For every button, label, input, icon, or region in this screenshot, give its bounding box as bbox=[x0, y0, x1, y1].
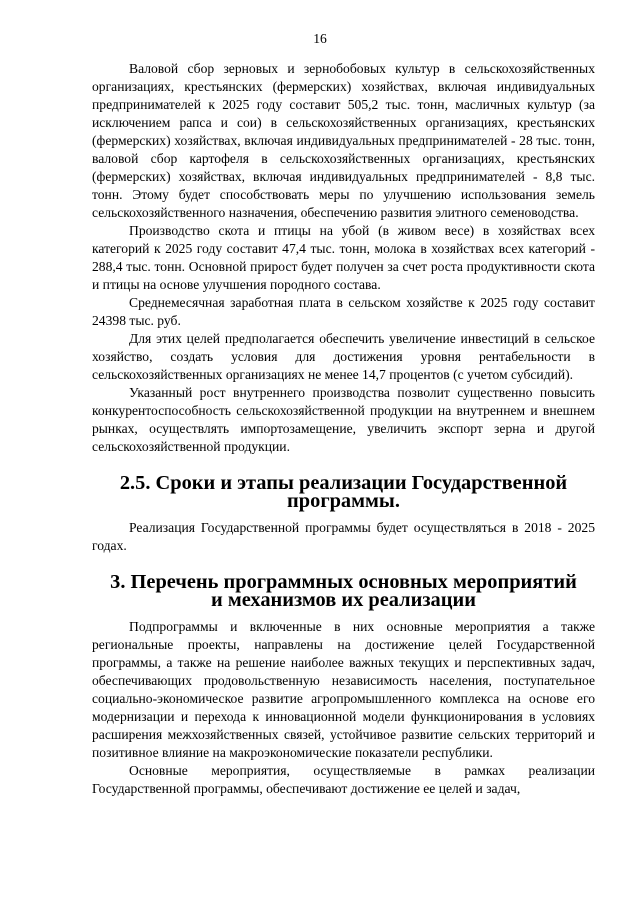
paragraph-grain-harvest: Валовой сбор зерновых и зернобобовых культур в сельскохозяйственных организациях, крестьянских (фермерских) хозяйствах, включая индивидуальных предпринимателей к 2025 году составит 505,2 тыс. тонн, масличных культур (за исключением рапса и сои) в сельскохозяйственных организациях, крестьянских (фермерских) хозяйствах, включая индивидуальных предпринимателей - 28 тыс. тонн, валовой сбор картофеля в сельскохозяйственных организациях, крестьянских (фермерских) хозяйствах, включая индивидуальных предпринимателей - 8,8 тыс. тонн. Этому будет способствовать меры по улучшению использования земель сельскохозяйственного назначения, обеспечению развития элитного семеноводства. bbox=[92, 61, 595, 220]
paragraph-subprograms: Подпрограммы и включенные в них основные мероприятия а также региональные проекты, направлены на достижение целей Государственной программы, а также на решение наиболее важных текущих и перспективных задач, обеспечивающих продовольственную независимость населения, поступательное социально-экономическое развитие агропромышленного комплекса на основе его модернизации и перехода к инновационной модели функционирования в условиях расширения межхозяйственных связей, устойчивое развитие сельских территорий и позитивное влияние на макроэкономические показатели республики. bbox=[92, 619, 595, 760]
paragraph-average-salary: Среднемесячная заработная плата в сельском хозяйстве к 2025 году составит 24398 тыс. руб. bbox=[92, 295, 595, 328]
section-3-heading bbox=[92, 573, 595, 609]
paragraph-main-activities: Основные мероприятия, осуществляемые в рамках реализации Государственной программы, обеспечивают достижение ее целей и задач, bbox=[92, 763, 595, 796]
page-number: 16 bbox=[313, 31, 327, 46]
section-3-heading-line1: 3. Перечень программных основных мероприятий bbox=[110, 571, 577, 593]
section-3-heading-line2: и механизмов их реализации bbox=[211, 589, 476, 611]
paragraph-program-timeline: Реализация Государственной программы будет осуществляться в 2018 - 2025 годах. bbox=[92, 520, 595, 553]
paragraph-competitiveness: Указанный рост внутреннего производства позволит существенно повысить конкурентоспособность сельскохозяйственной продукции на внутреннем и внешнем рынках, осуществлять импортозамещение, увеличить экспорт зерна и другой сельскохозяйственной продукции. bbox=[92, 385, 595, 454]
section-2-5-heading: 2.5. Сроки и этапы реализации Государственной программы. bbox=[119, 472, 568, 512]
paragraph-livestock-production: Производство скота и птицы на убой (в живом весе) в хозяйствах всех категорий к 2025 году составит 47,4 тыс. тонн, молока в хозяйствах всех категорий - 288,4 тыс. тонн. Основной прирост будет получен за счет роста продуктивности скота и птицы на основе улучшения породного состава. bbox=[92, 223, 595, 292]
page-content bbox=[92, 60, 595, 798]
paragraph-investments: Для этих целей предполагается обеспечить увеличение инвестиций в сельское хозяйство, создать условия для достижения уровня рентабельности в сельскохозяйственных организациях не менее 14,7 процентов (с учетом субсидий). bbox=[92, 331, 595, 382]
